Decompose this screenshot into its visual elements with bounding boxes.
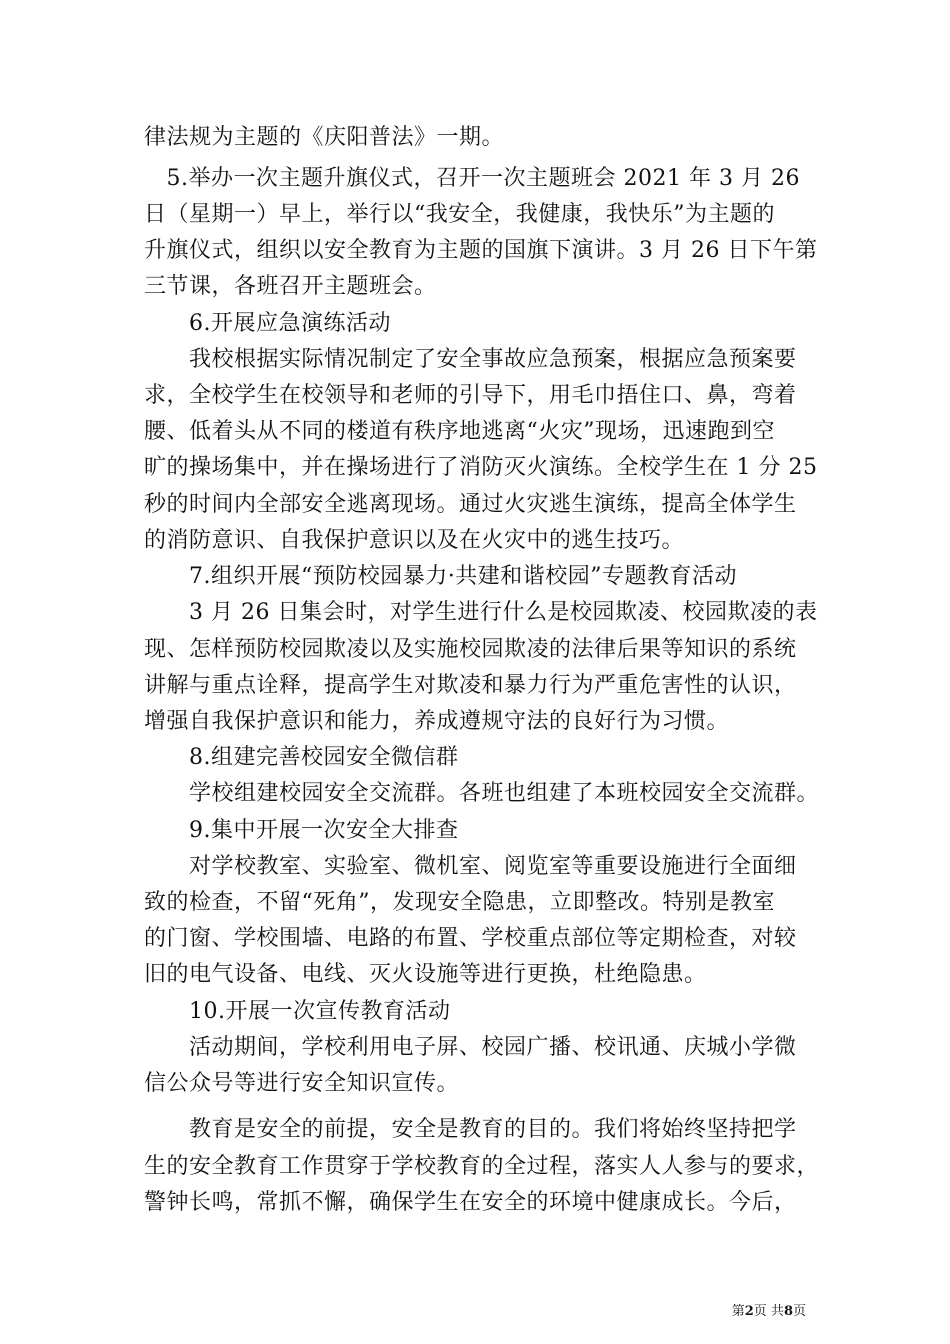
text-line: 教育是安全的前提，安全是教育的目的。我们将始终坚持把学 (144, 1117, 797, 1142)
text-line: 的门窗、学校围墙、电路的布置、学校重点部位等定期检查，对较 (144, 926, 797, 951)
text-line: 致的检查，不留“死角”，发现安全隐患，立即整改。特别是教室 (144, 890, 775, 915)
text-line: 腰、低着头从不同的楼道有秩序地逃离“火灾”现场，迅速跑到空 (144, 419, 775, 444)
page-footer (0, 1303, 950, 1321)
text-line: 日（星期一）早上，举行以“我安全，我健康，我快乐”为主题的 (144, 202, 775, 227)
text-line: 三节课，各班召开主题班会。 (144, 274, 437, 299)
text-line: 求，全校学生在校领导和老师的引导下，用毛巾捂住口、鼻，弯着 (144, 383, 797, 408)
text-line: 旷的操场集中，并在操场进行了消防灭火演练。全校学生在 1 分 25 (144, 455, 818, 480)
text-line: 我校根据实际情况制定了安全事故应急预案，根据应急预案要 (144, 347, 797, 372)
section-heading: 9.集中开展一次安全大排查 (144, 818, 459, 843)
current-page-number: 2 (744, 1304, 754, 1319)
text-line: 律法规为主题的《庆阳普法》一期。 (144, 125, 505, 150)
text-line: 讲解与重点诠释，提高学生对欺凌和暴力行为严重危害性的认识， (144, 673, 797, 698)
text-line: 警钟长鸣，常抓不懈，确保学生在安全的环境中健康成长。今后， (144, 1190, 797, 1215)
section-heading: 10.开展一次宣传教育活动 (144, 999, 451, 1024)
section-heading: 8.组建完善校园安全微信群 (144, 745, 459, 770)
section-heading: 7.组织开展“预防校园暴力·共建和谐校园”专题教育活动 (144, 564, 737, 589)
text-line: 增强自我保护意识和能力，养成遵规守法的良好行为习惯。 (144, 709, 730, 734)
text-line: 活动期间，学校利用电子屏、校园广播、校讯通、庆城小学微 (144, 1035, 797, 1060)
text-line: 旧的电气设备、电线、灭火设施等进行更换，杜绝隐患。 (144, 962, 707, 987)
total-pages-number: 8 (783, 1304, 793, 1319)
page-number-suffix: 页 (792, 1304, 806, 1319)
section-heading: 6.开展应急演练活动 (144, 311, 391, 336)
text-line: 学校组建校园安全交流群。各班也组建了本班校园安全交流群。 (144, 781, 820, 806)
text-line: 的消防意识、自我保护意识以及在火灾中的逃生技巧。 (144, 528, 685, 553)
text-line: 现、怎样预防校园欺凌以及实施校园欺凌的法律后果等知识的系统 (144, 637, 797, 662)
text-line: 升旗仪式，组织以安全教育为主题的国旗下演讲。3 月 26 日下午第 (144, 238, 818, 263)
text-line: 秒的时间内全部安全逃离现场。通过火灾逃生演练，提高全体学生 (144, 492, 797, 517)
text-line: 5.举办一次主题升旗仪式，召开一次主题班会 2021 年 3 月 26 (144, 166, 800, 191)
text-line: 对学校教室、实验室、微机室、阅览室等重要设施进行全面细 (144, 854, 797, 879)
page-number-middle: 页 共 (753, 1304, 784, 1319)
page-number-prefix: 第 (731, 1304, 745, 1319)
text-line: 信公众号等进行安全知识宣传。 (144, 1071, 460, 1096)
text-line: 3 月 26 日集会时，对学生进行什么是校园欺凌、校园欺凌的表 (144, 600, 818, 625)
text-line: 生的安全教育工作贯穿于学校教育的全过程，落实人人参与的要求， (144, 1154, 820, 1179)
